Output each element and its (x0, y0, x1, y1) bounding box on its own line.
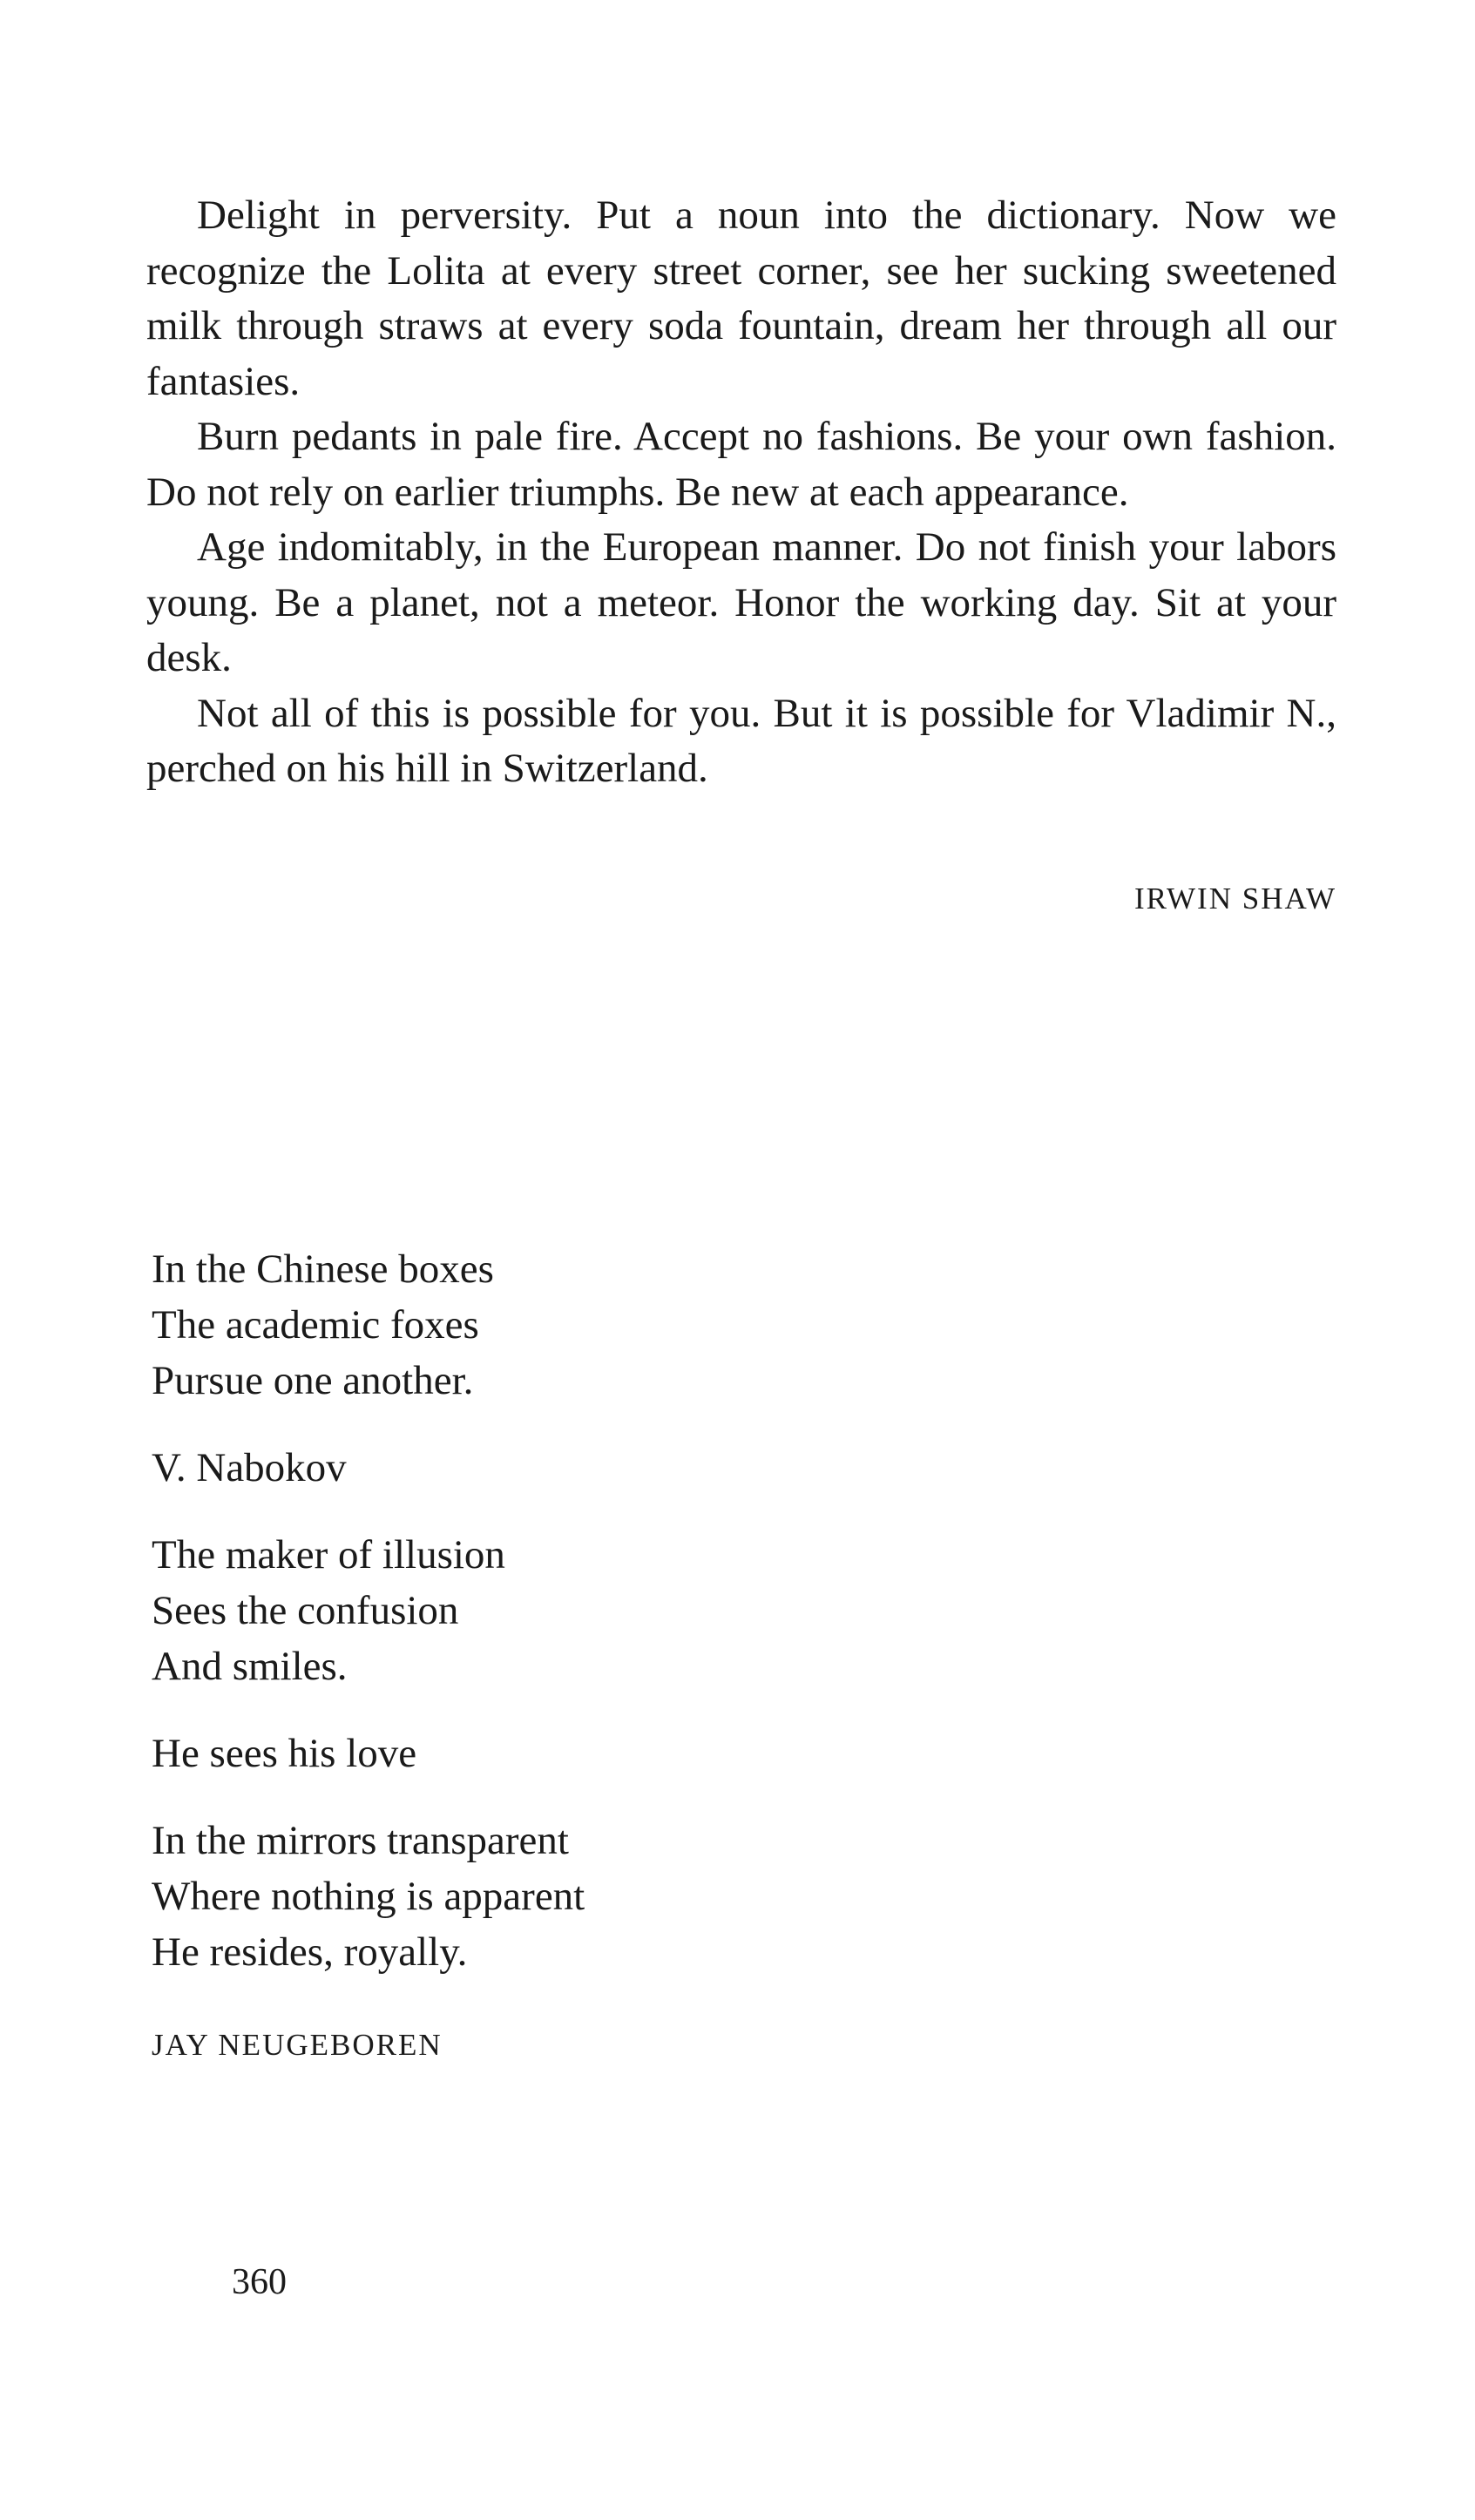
poem-stanza (152, 1527, 936, 1694)
poem-line: In the Chinese boxes (152, 1246, 494, 1292)
poem-line: He sees his love (152, 1731, 417, 1776)
poem-stanza (152, 1813, 936, 1980)
poem-stanza (152, 1241, 936, 1409)
poem-line: Pursue one another. (152, 1358, 474, 1403)
prose-section (146, 188, 1336, 797)
prose-paragraph: Burn pedants in pale fire. Accept no fashions. Be your own fashion. Do not rely on earlier triumphs. Be new at each appearance. (146, 414, 1336, 515)
prose-paragraph: Age indomitably, in the European manner. Do not finish your labors young. Be a planet, not a meteor. Honor the working day. Sit at your desk. (146, 524, 1336, 680)
poem-line: In the mirrors transparent (152, 1818, 569, 1863)
poem-line: V. Nabokov (152, 1445, 347, 1490)
poem-line: And smiles. (152, 1644, 348, 1689)
poem-line: The academic foxes (152, 1302, 479, 1348)
poem-stanza (152, 1726, 936, 1781)
poem-line: The maker of illusion (152, 1532, 505, 1578)
prose-paragraph: Not all of this is possible for you. But it is possible for Vladimir N., perched on his hill in Switzerland. (146, 690, 1336, 791)
poem-section (152, 1241, 936, 2011)
poem-line: Where nothing is apparent (152, 1874, 585, 1919)
prose-author: IRWIN SHAW (1133, 882, 1336, 915)
poem-line: Sees the confusion (152, 1588, 459, 1633)
page-number: 360 (232, 2262, 287, 2302)
poem-stanza (152, 1440, 936, 1496)
poem-author: JAY NEUGEBOREN (152, 2028, 443, 2062)
poem-line: He resides, royally. (152, 1929, 468, 1975)
prose-paragraph: Delight in perversity. Put a noun into the dictionary. Now we recognize the Lolita at every street corner, see her sucking sweetened milk through straws at every soda fountain, dream her through all our fantasies. (146, 193, 1336, 404)
